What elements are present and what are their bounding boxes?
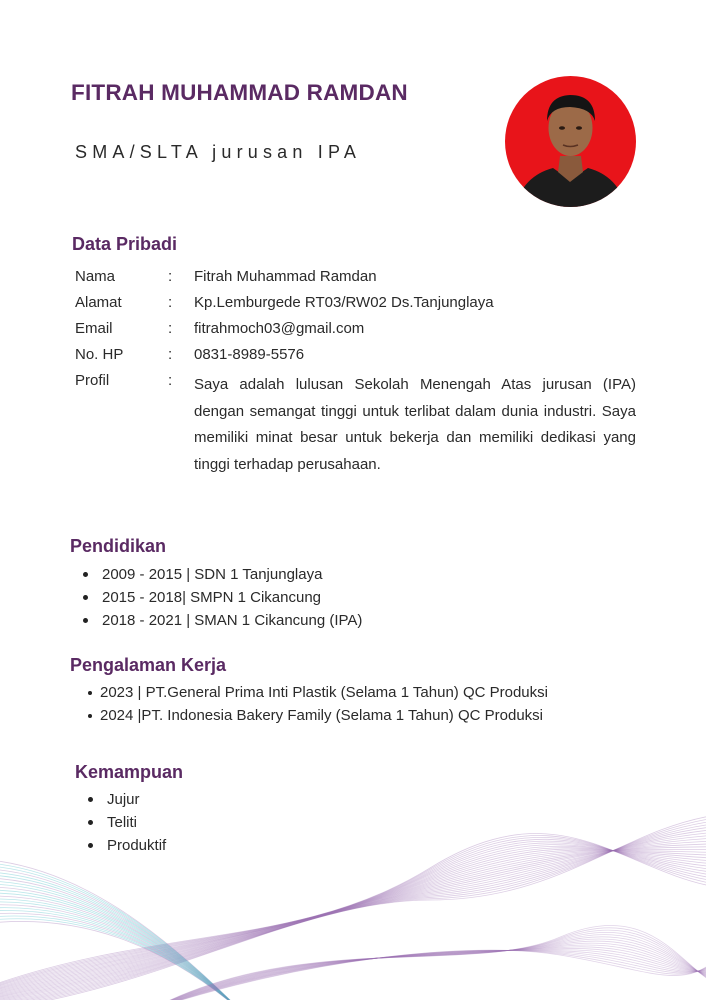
section-title-skills: Kemampuan [75,762,184,782]
bullet-icon [88,843,93,848]
bullet-icon [88,714,92,718]
skill-item-text: Produktif [107,837,167,854]
row-separator: : [168,346,173,363]
profile-photo [505,76,636,207]
skill-item [107,788,166,811]
wave-line [0,835,706,986]
skill-item-text: Jujur [107,791,140,808]
wave-line [150,941,706,1000]
education-item [102,563,362,586]
row-label: No. HP [75,346,124,363]
wave-line [150,943,706,1000]
row-value: 0831-8989-5576 [194,346,305,363]
bullet-icon [88,691,92,695]
skill-item [107,811,166,834]
wave-line [150,950,706,1000]
row-separator: : [168,268,173,285]
bullet-icon [83,572,88,577]
bullet-icon [83,595,88,600]
row-separator: : [168,372,173,389]
wave-line [0,848,706,994]
wave-line [150,937,706,1000]
experience-item [100,704,548,727]
experience-item-text: 2023 | PT.General Prima Inti Plastik (Selama 1 Tahun) QC Produksi [100,684,548,701]
skill-item-text: Teliti [107,814,138,831]
education-item-text: 2009 - 2015 | SDN 1 Tanjunglaya [102,566,323,583]
wave-line [0,838,706,1000]
wave-line [0,849,706,995]
row-value: Fitrah Muhammad Ramdan [194,268,377,285]
row-separator: : [168,320,173,337]
wave-line [0,835,706,1000]
row-label: Profil [75,372,110,389]
education-item-text: 2018 - 2021 | SMAN 1 Cikancung (IPA) [102,612,363,629]
bullet-icon [83,618,88,623]
row-value: Kp.Lemburgede RT03/RW02 Ds.Tanjunglaya [194,294,494,311]
candidate-subtitle: SMA/SLTA jurusan IPA [75,142,362,162]
wave-line [0,844,706,1000]
skills-list [107,788,166,857]
candidate-name: FITRAH MUHAMMAD RAMDAN [71,80,408,105]
education-list [102,563,362,632]
row-label: Email [75,320,113,337]
section-title-personal: Data Pribadi [72,234,178,254]
wave-line [150,950,706,1000]
section-title-experience: Pengalaman Kerja [70,655,227,675]
skill-item [107,834,166,857]
education-item [102,609,362,632]
row-label: Nama [75,268,116,285]
education-item [102,586,362,609]
profile-description: Saya adalah lulusan Sekolah Menengah Atas jurusan (IPA) dengan semangat tinggi untuk terlibat dalam dunia industri. Saya memiliki minat besar untuk bekerja dan memiliki dedikasi yang tinggi terhadap perusahaan. [194,376,636,473]
section-title-education: Pendidikan [70,536,167,556]
experience-item [100,681,548,704]
education-item-text: 2015 - 2018| SMPN 1 Cikancung [102,589,322,606]
row-separator: : [168,294,173,311]
experience-item-text: 2024 |PT. Indonesia Bakery Family (Selama 1 Tahun) QC Produksi [100,707,543,724]
bullet-icon [88,797,93,802]
row-label: Alamat [75,294,122,311]
row-value: fitrahmoch03@gmail.com [194,320,365,337]
bullet-icon [88,820,93,825]
experience-list [100,681,548,727]
